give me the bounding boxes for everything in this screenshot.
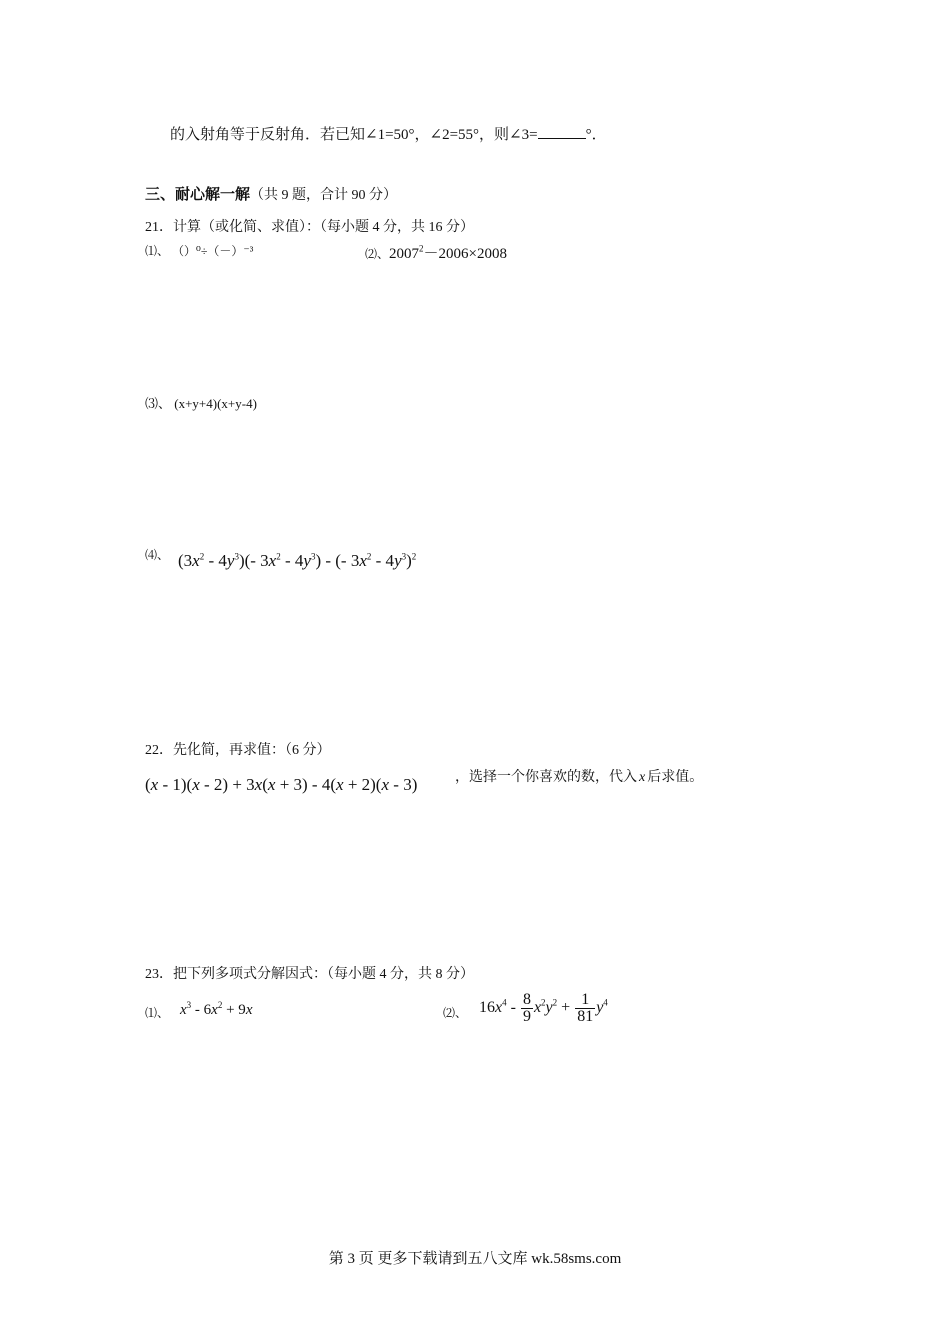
q21-part4-label: ⑷、 [145,548,170,562]
section-heading [145,183,397,204]
q23-part1-expr: $x^3 - 6x^2 + 9x$ [180,1000,253,1018]
q21-part2-base: 2007 [389,246,420,262]
answer-blank [538,126,586,139]
q21-part2 [365,242,507,263]
q23-fraction-1: $\frac{8}{9}$ [522,990,531,1025]
q22-tail-a: ，选择一个你喜欢的数，代入 [455,770,637,785]
q22-tail [455,766,703,786]
q23-fraction-2: $\frac{1}{81}$ [577,990,594,1025]
q21-part1-label: ⑴、 [145,244,170,258]
intro-line [170,123,607,144]
section-note: （共 9 题，合计 90 分） [250,188,398,203]
q21-part2-exp: 2 [419,243,424,254]
q23-part1-label: ⑴、 [145,1006,170,1020]
q21-part3-label: ⑶、 [145,396,172,411]
page-footer: 第 3 页 更多下载请到五八文库 wk.58sms.com [328,1251,622,1267]
q21-part1 [145,242,253,259]
section-title: 三、耐心解一解 [145,185,251,203]
q21-part3-expr: (x+y+4)(x+y-4) [174,396,257,411]
q21-part4-expr: $(3x^2 - 4y^3)(-$ $3x^2 - 4y^3$) - (- $3x^2 - 4y^3)^2$ [178,551,417,570]
q23-part2-label: ⑵、 [443,1006,468,1020]
q21-part2-label: ⑵、 [365,247,390,261]
q22-tail-var: x [639,770,646,785]
q22-tail-b: 后求值。 [647,770,704,785]
q21-part3 [145,393,257,412]
q22-expr: (x - 1)(x - 2) + 3x(x + 3) - 4(x + 2)(x - 3) [145,775,418,794]
q21-part2-rest: －2006×2008 [423,246,507,262]
q21-stem: 21．计算（或化简、求值）：（每小题 4 分，共 16 分） [145,220,474,235]
intro-text: 的入射角等于反射角．若已知∠1=50°，∠2=55°，则∠3= [170,127,538,143]
q23-stem: 23．把下列多项式分解因式：（每小题 4 分，共 8 分） [145,967,474,982]
intro-tail: °． [585,127,607,143]
q22-stem: 22．先化简，再求值：（6 分） [145,743,331,758]
q23-part2-expr: $16x^4$ - $\frac{8}{9}$ $x^2y^2$ + $\frac{1}{81}$ $y^4$ [479,990,608,1025]
q21-part1-expr: （）⁰÷（－）⁻³ [172,244,254,258]
